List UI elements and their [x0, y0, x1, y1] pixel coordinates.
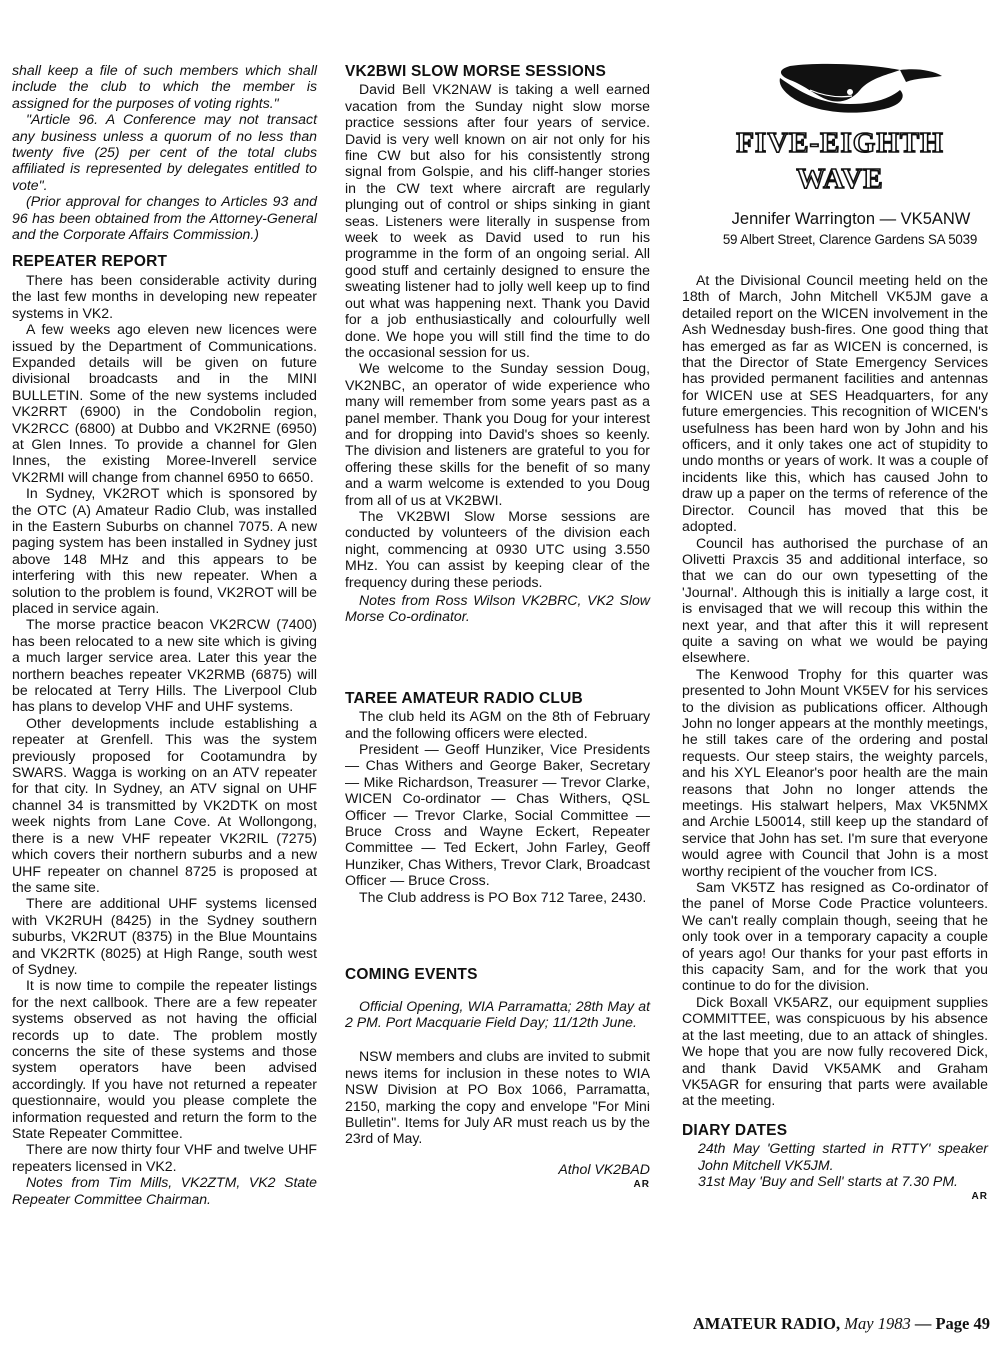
- nsw-submission-text: NSW members and clubs are invited to submit news items for inclusion in these notes to WIA NSW Division at PO Box 1066, Parramatta, 2150, marking the copy and envelope "For Mini Bulletin". Items for July AR must reach us by the 23rd of May.: [345, 1048, 650, 1147]
- magazine-name: AMATEUR RADIO,: [692, 1314, 841, 1333]
- signoff: Athol VK2BAD: [558, 1160, 650, 1177]
- repeater-paragraph: There has been considerable activity during the last few months in developing new repeater systems in VK2.: [12, 271, 317, 321]
- taree-paragraph: The club held its AGM on the 8th of February and the following officers were elected.: [345, 708, 650, 741]
- taree-paragraph: President — Geoff Hunziker, Vice Presidents — Chas Withers and George Baker, Secretary — Mike Richardson, Treasurer — Trevor Clarke, WICEN Co-ordinator — Chas Withers, QSL Officer — Trevor Clarke, Social Committee — Bruce Cross and Wayne Eckert, Repeater Committee — Ted Eckert, John Farley, Geoff Hunziker, Chas Withers, Trevor Clark, Broadcast Officer — Bruce Cross.: [345, 741, 650, 889]
- repeater-paragraph: Other developments include establishing a repeater at Grenfell. This was the system previously proposed for Cootamundra by SWARS. Wagga is working on an ATV repeater for that city. In Sydney, an ATV signal on UHF channel 34 is transmitted by VK2DTK on most week nights from Lane Cove. At Wollongong, there is a new VHF repeater VK2RIL (7275) which covers their northern suburbs and a new UHF repeater on channel 8725 is proposed at the same site.: [12, 714, 317, 895]
- repeater-paragraph: The morse practice beacon VK2RCW (7400) has been relocated to a new site which is giving a much larger service area. Later this year the northern beaches repeater VK2RMB (6875) will be relocated at Terry Hills. The Liverpool Club has plans to develop VHF and UHF systems.: [12, 616, 317, 715]
- morse-paragraph: We welcome to the Sunday session Doug, VK2NBC, an operator of wide experience who many will remember from some years past as a panel member. Thank you Doug for your interest and for dropping into David's shoes so keenly. The division and listeners are grateful to you for offering these skills for the benefit of so many and a warm welcome is extended to you Doug from all of us at VK2BWI.: [345, 360, 650, 508]
- spacer: [345, 905, 650, 961]
- repeater-paragraph: A few weeks ago eleven new licences were issued by the Department of Communications. Expanded details will be given on future divisional broadcasts and in the MINI BULLETIN. Some of the new systems included VK2RRT (6900) in the Condobolin region, VK2RCC (6800) at Dubbo and VK2RNE (6950) at Glen Innes. To provide a channel for Glen Innes, the existing Moree-Inverell service VK2RMI will change from channel 6950 to 6650.: [12, 321, 317, 485]
- morse-coordinator-paragraph: Sam VK5TZ has resigned as Co-ordinator of the panel of Morse Code Practice volunteers. We can't really complain though, seeing that he only took over in a temporary capacity a couple of years ago! Our thanks for your past efforts in this capacity Sam, and for the work that you continue to do for the division.: [682, 879, 988, 994]
- morse-paragraph: David Bell VK2NAW is taking a well earned vacation from the Sunday night slow morse practice sessions after four years of service. David is very well known on air not only for his fine CW but also for his consistently strong signal from Golspie, and his cliff-hanger stories in the CW text where aircraft are regularly plunging out of control or ships sinking in giant seas. Listeners were literally in suspense from week to week as David used to run his programme in the form of an ongoing serial. All good stuff and certainly designed to ensure the sweating listener had to jolly well keep up to find out what was happening next. Thank you David for a job enthusiastically and colourfully well done. We hope you will still find the time to do the occasional session for us.: [345, 81, 650, 360]
- repeater-paragraph: In Sydney, VK2ROT which is sponsored by the OTC (A) Amateur Radio Club, was installed in the Eastern Suburbs on channel 7075. A new paging system has been installed in Sydney just above 148 MHz and this appears to be interfering with this new repeater. When a solution to the problem is found, VK2ROT will be placed in service again.: [12, 485, 317, 616]
- coming-events-heading: COMING EVENTS: [345, 966, 478, 984]
- issue-date: May 1983: [844, 1314, 911, 1333]
- typesetting-paragraph: Council has authorised the purchase of an Olivetti Praxcis 35 and additional interface, so that we can do our own typesetting of the 'Journal'. Although this is initially a large cost, it is envisaged that we will recoup this within the next year, and that after this it will represent quite a saving on what we would be paying elsewhere.: [682, 534, 988, 666]
- diary-list: [682, 1140, 988, 1189]
- spacer: [345, 1030, 650, 1048]
- column-left: [12, 62, 317, 1207]
- column-middle: [345, 64, 650, 1194]
- wicen-paragraph: At the Divisional Council meeting held on the 18th of March, John Mitchell VK5JM gave a detailed report on the WICEN involvement in the Ash Wednesday bush-fires. One good thing that has emerged as far as WICEN is concerned, is that the Director of State Emergency Services has provided permanent facilities and antennas for WICEN use at SES Headquarters, for any future emergencies. This recognition of WICEN's usefulness has been hard won by John and his officers, and it only takes one act of stupidity to undo months or years of work. It was a couple of incidents like this, which has caused John to draw up a paper on the terms of reference of the Director. Council has moved that this be adopted.: [682, 272, 988, 535]
- diary-item: 31st May 'Buy and Sell' starts at 7.30 PM.: [698, 1172, 958, 1189]
- column-right: [682, 272, 988, 1206]
- kenwood-trophy-paragraph: The Kenwood Trophy for this quarter was presented to John Mount VK5EV for his services to the division as publications officer. Although John no longer appears at the monthly meetings, he still takes care of the ordering and postal requests. Our steep stairs, the weighty parcels, and his XYL Eleanor's poor health are the main reasons that John no longer attends the meetings. His stalwart helpers, Max VK5NMX and Archie L50014, still keep up the standard of service that John has set. I'm sure that everyone would agree with Council that John is a most worthy recipient of the voucher from ICS.: [682, 665, 988, 879]
- equipment-supplies-paragraph: Dick Boxall VK5ARZ, our equipment supplies COMMITTEE, was conspicuous by his absence at the last meeting, due to an attack of shingles. We hope that you are now fully recovered Dick, and thank David VK5AMK and Graham VK5AGR for ensuring that parts were available at the meeting.: [682, 993, 988, 1109]
- column-author: Jennifer Warrington — VK5ANW: [731, 210, 971, 228]
- repeater-paragraph: There are now thirty four VHF and twelve UHF repeaters licensed in VK2.: [12, 1141, 317, 1174]
- ar-end-mark: AR: [971, 1191, 988, 1203]
- article-93-end: shall keep a file of such members which shall include the club to which the member is assigned for the purposes of voting rights.": [12, 62, 317, 111]
- logo-text-five-eighth: FIVE-EIGHTH: [736, 127, 944, 159]
- taree-paragraph: The Club address is PO Box 712 Taree, 2430.: [359, 888, 647, 905]
- diary-item: 24th May 'Getting started in RTTY' speaker John Mitchell VK5JM.: [698, 1140, 988, 1173]
- author-address: 59 Albert Street, Clarence Gardens SA 5039: [722, 232, 978, 247]
- spacer: [345, 625, 650, 685]
- coming-events-text: Official Opening, WIA Parramatta; 28th May at 2 PM. Port Macquarie Field Day; 11/12th June.: [345, 997, 650, 1030]
- ar-end-mark: AR: [633, 1179, 650, 1191]
- logo-text-wave: WAVE: [796, 163, 884, 195]
- bird-wave-graphic: [780, 64, 942, 113]
- diary-dates-heading: DIARY DATES: [682, 1121, 788, 1139]
- page-footer: [660, 1314, 990, 1334]
- slow-morse-heading: VK2BWI SLOW MORSE SESSIONS: [345, 63, 606, 80]
- article-96: "Article 96. A Conference may not transact any business unless a quorum of no less than twenty five (25) per cent of the total clubs affiliated is represented by delegates entitled to vote".: [12, 111, 317, 193]
- taree-heading: TAREE AMATEUR RADIO CLUB: [345, 689, 583, 707]
- morse-notes: Notes from Ross Wilson VK2BRC, VK2 Slow Morse Co-ordinator.: [345, 592, 650, 625]
- repeater-paragraph: There are additional UHF systems licensed with VK2RUH (8425) in the Sydney southern suburbs, VK2RUT (8375) in the Blue Mountains and VK2RTK (8025) at High Range, south west of Sydney.: [12, 895, 317, 977]
- morse-paragraph: The VK2BWI Slow Morse sessions are conducted by volunteers of the division each night, commencing at 0930 UTC using 3.550 MHz. You can assist by keeping clear of the frequency during these periods.: [345, 507, 650, 590]
- page-number: — Page 49: [914, 1314, 990, 1333]
- five-eighth-wave-logo: [720, 60, 960, 200]
- approval-note: (Prior approval for changes to Articles 93 and 96 has been obtained from the Attorney-General and the Corporate Affairs Commission.): [12, 193, 317, 243]
- repeater-paragraph: It is now time to compile the repeater listings for the next callbook. There are a few repeater systems observed as not having the official records up to date. The problem mostly concerns the site of these systems and those system operators have been advised accordingly. If you have not returned a repeater questionnaire, would you please complete the information requested and return the form to the State Repeater Committee.: [12, 977, 317, 1141]
- repeater-notes: Notes from Tim Mills, VK2ZTM, VK2 State Repeater Committee Chairman.: [12, 1174, 317, 1207]
- repeater-report-heading: REPEATER REPORT: [12, 253, 168, 271]
